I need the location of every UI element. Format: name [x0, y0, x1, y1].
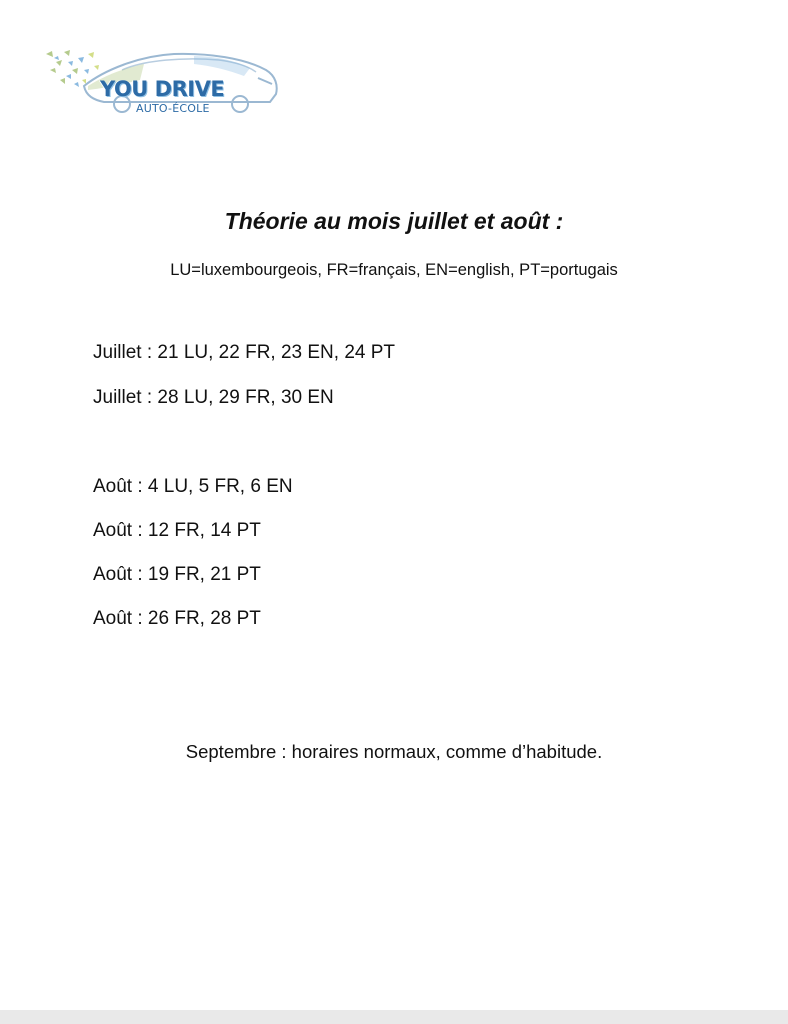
schedule-line-july-2: Juillet : 28 LU, 29 FR, 30 EN [93, 387, 334, 408]
schedule-line-july-1: Juillet : 21 LU, 22 FR, 23 EN, 24 PT [93, 342, 396, 363]
viewer-bottom-bar [0, 1010, 788, 1024]
logo-brand-text: YOU DRIVE [100, 77, 225, 101]
logo-tagline: AUTO-ÉCOLE [136, 102, 210, 115]
september-note: Septembre : horaires normaux, comme d’habitude. [185, 741, 603, 762]
schedule-line-august-3: Août : 19 FR, 21 PT [93, 564, 261, 585]
schedule-line-august-1: Août : 4 LU, 5 FR, 6 EN [93, 476, 293, 497]
you-drive-logo [44, 40, 280, 120]
language-legend: LU=luxembourgeois, FR=français, EN=english, PT=portugais [170, 261, 618, 279]
schedule-line-august-4: Août : 26 FR, 28 PT [93, 608, 261, 629]
page-title: Théorie au mois juillet et août : [224, 208, 564, 234]
schedule-line-august-2: Août : 12 FR, 14 PT [93, 520, 261, 541]
